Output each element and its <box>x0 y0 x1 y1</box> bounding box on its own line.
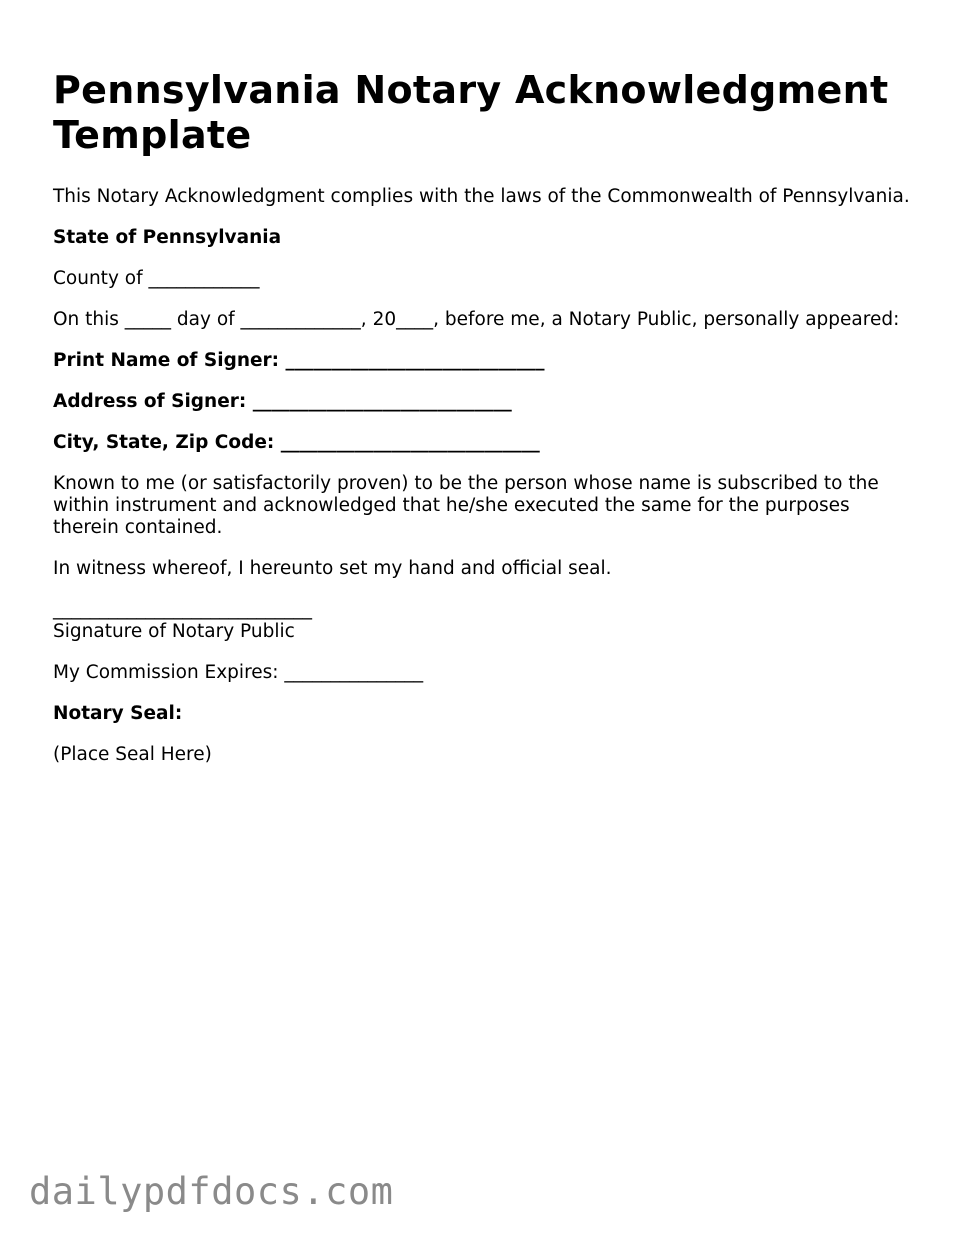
city-state-zip-field: City, State, Zip Code: ____________________________ <box>53 432 540 453</box>
acknowledgment-text: Known to me (or satisfactorily proven) to be the person whose name is subscribed to the within instrument and acknowledged that he/she executed the same for the purposes therein contained. <box>53 473 879 538</box>
signature-label: Signature of Notary Public <box>53 621 295 642</box>
document-page <box>53 68 913 766</box>
print-name-field: Print Name of Signer: ____________________________ <box>53 350 545 371</box>
notary-seal-heading: Notary Seal: <box>53 703 183 724</box>
watermark: dailypdfdocs.com <box>29 1170 394 1213</box>
document-title: Pennsylvania Notary Acknowledgment Template <box>53 68 889 157</box>
county-line: County of ____________ <box>53 268 260 289</box>
state-heading: State of Pennsylvania <box>53 227 282 248</box>
signature-line: ____________________________ <box>53 599 312 620</box>
appearance-statement: On this _____ day of _____________, 20____, before me, a Notary Public, personally appeared: <box>53 309 900 330</box>
seal-placeholder: (Place Seal Here) <box>53 744 212 765</box>
intro-text: This Notary Acknowledgment complies with the laws of the Commonwealth of Pennsylvania. <box>53 186 910 207</box>
address-field: Address of Signer: ____________________________ <box>53 391 512 412</box>
commission-expires-line: My Commission Expires: _______________ <box>53 662 424 683</box>
witness-text: In witness whereof, I hereunto set my hand and official seal. <box>53 558 612 579</box>
